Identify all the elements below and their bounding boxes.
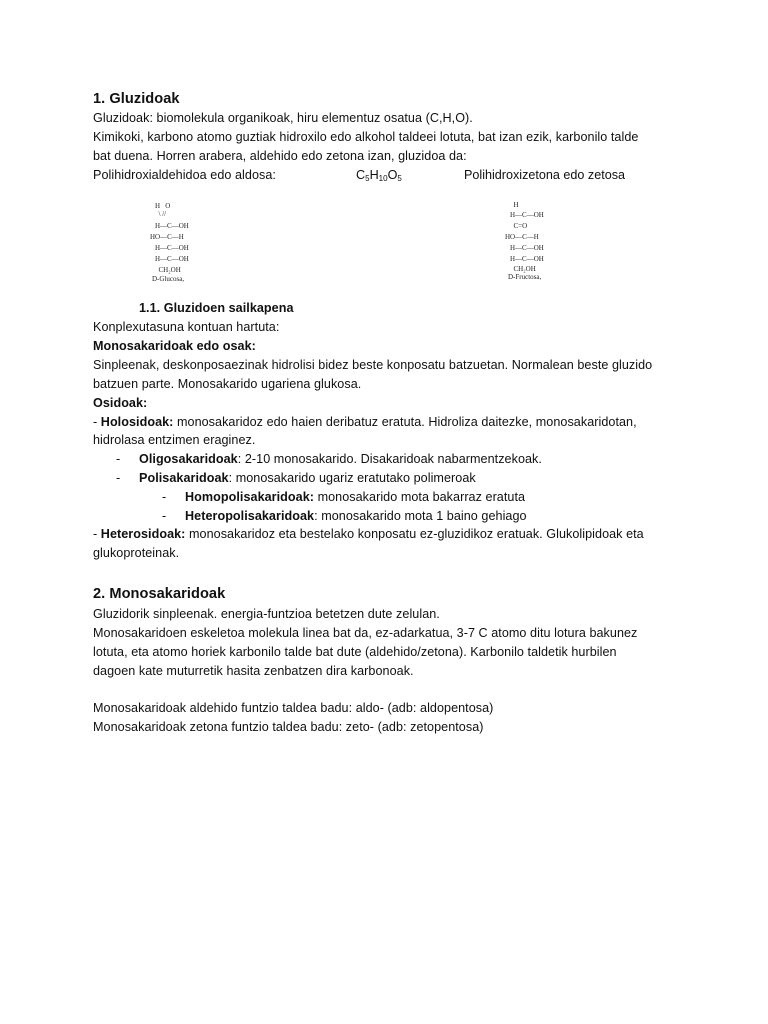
structure-row: H O: [155, 202, 171, 210]
bullet-dash: -: [116, 471, 121, 485]
structure-row: \ //: [155, 210, 167, 218]
bullet-dash: -: [116, 452, 121, 466]
structure-row: HO—C—H: [505, 233, 539, 241]
paragraph-line: glukoproteinak.: [93, 546, 180, 560]
structure-row: H—C—OH: [155, 222, 189, 230]
paragraph-line: Monosakaridoen eskeletoa molekula linea bat da, ez-adarkatua, 3-7 C atomo ditu lotura bakunez: [93, 626, 638, 640]
bullet-dash: -: [162, 490, 167, 504]
paragraph-line: dagoen kate muturretik hasita zenbatzen dira karbonoak.: [93, 664, 414, 678]
structure-row: H—C—OH: [510, 211, 544, 219]
heteropolisakaridoak-item: Heteropolisakaridoak: monosakarido mota 1 baino gehiago: [185, 509, 527, 523]
paragraph-line: Kimikoki, karbono atomo guztiak hidroxilo edo alkohol taldeei lotuta, bat izan ezik, karbonilo talde: [93, 130, 639, 144]
paragraph-line: Gluzidoak: biomolekula organikoak, hiru elementuz osatua (C,H,O).: [93, 111, 473, 125]
paragraph-line: Monosakaridoak zetona funtzio taldea badu: zeto- (adb: zetopentosa): [93, 720, 484, 734]
structure-row: H—C—OH: [510, 244, 544, 252]
oligosakaridoak-item: Oligosakaridoak: 2-10 monosakarido. Disakaridoak nabarmentzekoak.: [139, 452, 542, 466]
subsection-heading: 1.1. Gluzidoen sailkapena: [139, 301, 294, 315]
paragraph-line: Konplexutasuna kontuan hartuta:: [93, 320, 280, 334]
paragraph-line: lotuta, eta atomo horiek karbonilo talde bat dute (aldehido/zetona). Karbonilo taldetik hurbilen: [93, 645, 617, 659]
homopolisakaridoak-item: Homopolisakaridoak: monosakarido mota bakarraz eratuta: [185, 490, 526, 504]
section-heading-monosakaridoak: 2. Monosakaridoak: [93, 586, 226, 602]
structure-row: H—C—OH: [155, 255, 189, 263]
fructose-structure: [505, 201, 555, 285]
heterosidoak-line: - Heterosidoak: monosakaridoz eta bestelako konposatu ez-gluzidikoz eratuak. Glukolipidoak eta: [93, 527, 644, 541]
paragraph-line: Gluzidorik sinpleenak. energia-funtzioa betetzen dute zelulan.: [93, 607, 440, 621]
chemical-formula: $C_5H_{10}O_5$: [356, 168, 402, 183]
osidoak-heading: Osidoak:: [93, 396, 148, 410]
aldosa-label: Polihidroxialdehidoa edo aldosa:: [93, 168, 276, 182]
glucose-structure: [150, 202, 200, 286]
bullet-dash: -: [162, 509, 167, 523]
structure-row: C=O: [510, 222, 528, 230]
paragraph-line: Monosakaridoak aldehido funtzio taldea badu: aldo- (adb: aldopentosa): [93, 701, 494, 715]
structure-row: H—C—OH: [155, 244, 189, 252]
zetosa-label: Polihidroxizetona edo zetosa: [464, 168, 626, 182]
paragraph-line: bat duena. Horren arabera, aldehido edo zetona izan, gluzidoa da:: [93, 149, 467, 163]
polisakaridoak-item: Polisakaridoak: monosakarido ugariz eratutako polimeroak: [139, 471, 476, 485]
paragraph-line: batzuen parte. Monosakarido ugariena glukosa.: [93, 377, 362, 391]
structure-row: HO—C—H: [150, 233, 184, 241]
structure-row: CH₂OH: [155, 266, 181, 274]
paragraph-line: Sinpleenak, deskonposaezinak hidrolisi bidez beste konposatu batzuetan. Normalean beste gluzido: [93, 358, 653, 372]
glucose-caption: D-Glucosa,: [152, 275, 185, 283]
structure-row: CH₂OH: [510, 265, 536, 273]
section-heading-gluzidoak: 1. Gluzidoak: [93, 91, 180, 107]
paragraph-line: hidrolasa entzimen eraginez.: [93, 433, 256, 447]
structure-row: H: [510, 201, 519, 209]
holosidoak-line: - Holosidoak: monosakaridoz edo haien deribatuz eratuta. Hidroliza daitezke, monosakaridotan,: [93, 415, 637, 429]
fructose-caption: D-Fructosa,: [508, 273, 542, 281]
structure-row: H—C—OH: [510, 255, 544, 263]
mono-heading: Monosakaridoak edo osak:: [93, 339, 256, 353]
